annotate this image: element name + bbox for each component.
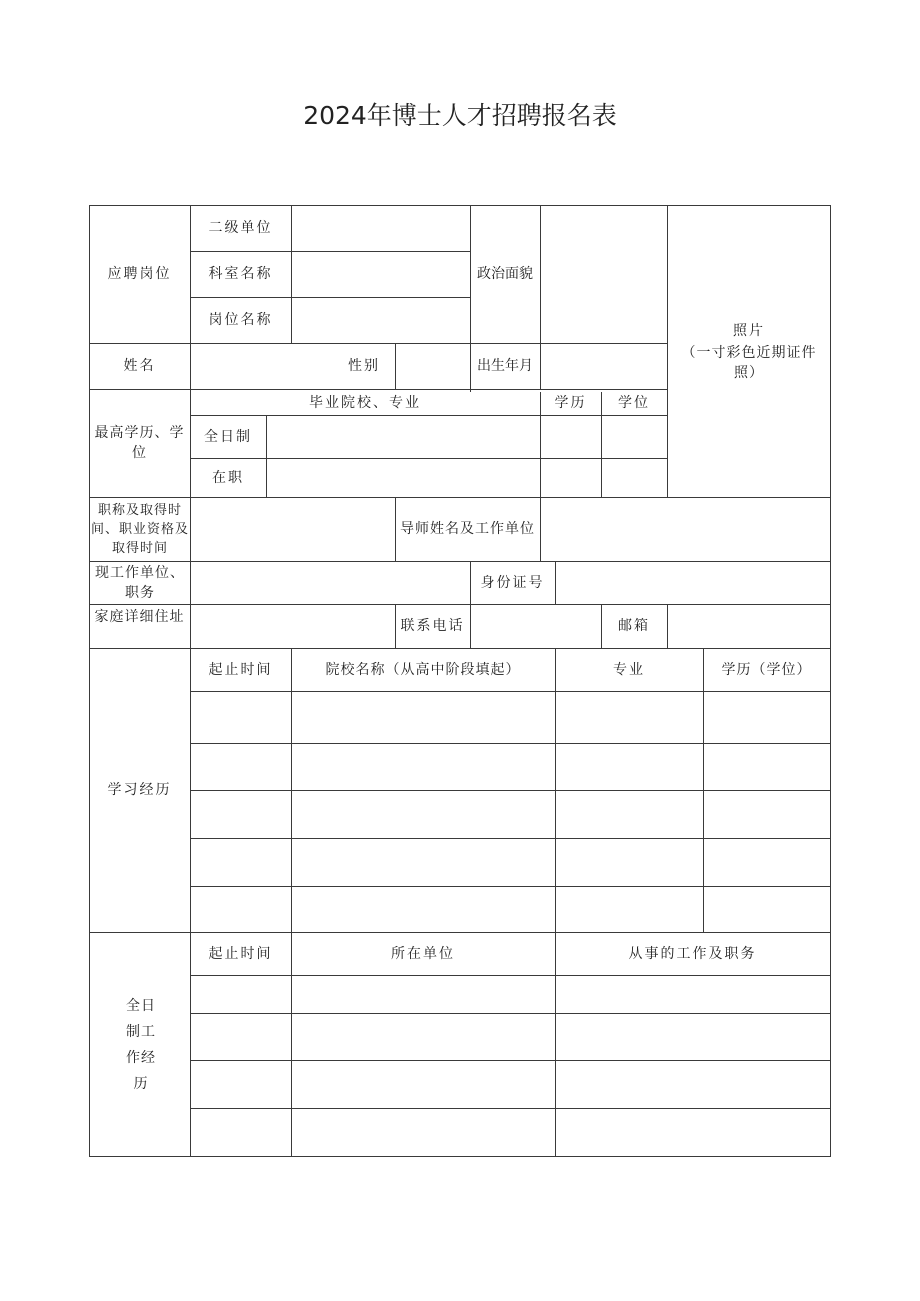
study-period-header: 起止时间 (208, 661, 273, 678)
study-row[interactable] (190, 691, 830, 743)
post-name-label: 岗位名称 (208, 312, 273, 328)
study-school-header: 院校名称（从高中阶段填起） (325, 661, 521, 678)
birth-field[interactable] (540, 343, 667, 389)
study-degree-header: 学历（学位） (721, 661, 812, 678)
study-row[interactable] (190, 838, 830, 886)
page-title: 2024年博士人才招聘报名表 (303, 101, 617, 130)
name-label: 姓名 (123, 358, 156, 374)
degree-header: 学位 (618, 395, 650, 411)
level2-unit-label: 二级单位 (208, 220, 273, 236)
work-history-label: 全日制工作经历 (126, 998, 156, 1092)
email-label: 邮箱 (618, 618, 650, 634)
advisor-field[interactable] (540, 497, 830, 561)
phone-label: 联系电话 (400, 618, 465, 634)
post-name-field[interactable] (291, 297, 470, 343)
work-row[interactable] (190, 1060, 830, 1108)
table-rule (89, 1156, 831, 1157)
study-major-header: 专业 (613, 661, 645, 678)
phone-field[interactable] (470, 604, 601, 648)
work-row[interactable] (190, 975, 830, 1013)
political-status-label: 政治面貌 (477, 266, 533, 282)
photo-label: 照片 (733, 323, 765, 339)
onjob-degree-field[interactable] (601, 458, 667, 497)
fulltime-degree-field[interactable] (601, 415, 667, 458)
table-rule (830, 205, 831, 1157)
address-label: 家庭详细住址 (94, 609, 185, 625)
level2-unit-field[interactable] (291, 205, 470, 251)
work-duties-header: 从事的工作及职务 (628, 945, 757, 962)
address-field[interactable] (190, 604, 395, 648)
onjob-school-field[interactable] (266, 458, 540, 497)
onjob-edu-field[interactable] (540, 458, 601, 497)
work-employer-header: 所在单位 (391, 945, 455, 962)
department-name-field[interactable] (291, 251, 470, 297)
application-form (89, 205, 831, 1157)
department-name-label: 科室名称 (208, 266, 273, 282)
study-history-label: 学习经历 (107, 782, 172, 798)
id-number-label: 身份证号 (480, 574, 545, 591)
current-job-label: 现工作单位、职务 (95, 565, 185, 601)
title-qual-label: 职称及取得时间、职业资格及取得时间 (91, 502, 190, 556)
photo-note: （一寸彩色近期证件照） (681, 345, 817, 381)
email-field[interactable] (667, 604, 830, 648)
work-period-header: 起止时间 (208, 945, 273, 962)
gender-label: 性别 (348, 358, 380, 374)
current-job-field[interactable] (190, 561, 470, 604)
fulltime-edu-field[interactable] (540, 415, 601, 458)
political-status-field[interactable] (540, 205, 667, 343)
gender-field[interactable] (395, 343, 470, 389)
highest-edu-label: 最高学历、学位 (94, 425, 185, 461)
onjob-label: 在职 (212, 469, 244, 486)
work-row[interactable] (190, 1013, 830, 1060)
position-applied-label: 应聘岗位 (107, 266, 172, 282)
advisor-label: 导师姓名及工作单位 (400, 521, 535, 537)
study-row[interactable] (190, 790, 830, 838)
id-number-field[interactable] (555, 561, 830, 604)
birth-label: 出生年月 (477, 358, 533, 374)
study-row[interactable] (190, 743, 830, 790)
study-row[interactable] (190, 886, 830, 932)
fulltime-label: 全日制 (204, 428, 252, 445)
title-qual-field[interactable] (190, 497, 395, 561)
name-field[interactable] (190, 343, 330, 389)
work-row[interactable] (190, 1108, 830, 1156)
fulltime-school-field[interactable] (266, 415, 540, 458)
edu-header: 学历 (554, 395, 587, 411)
school-major-header: 毕业院校、专业 (309, 395, 421, 411)
